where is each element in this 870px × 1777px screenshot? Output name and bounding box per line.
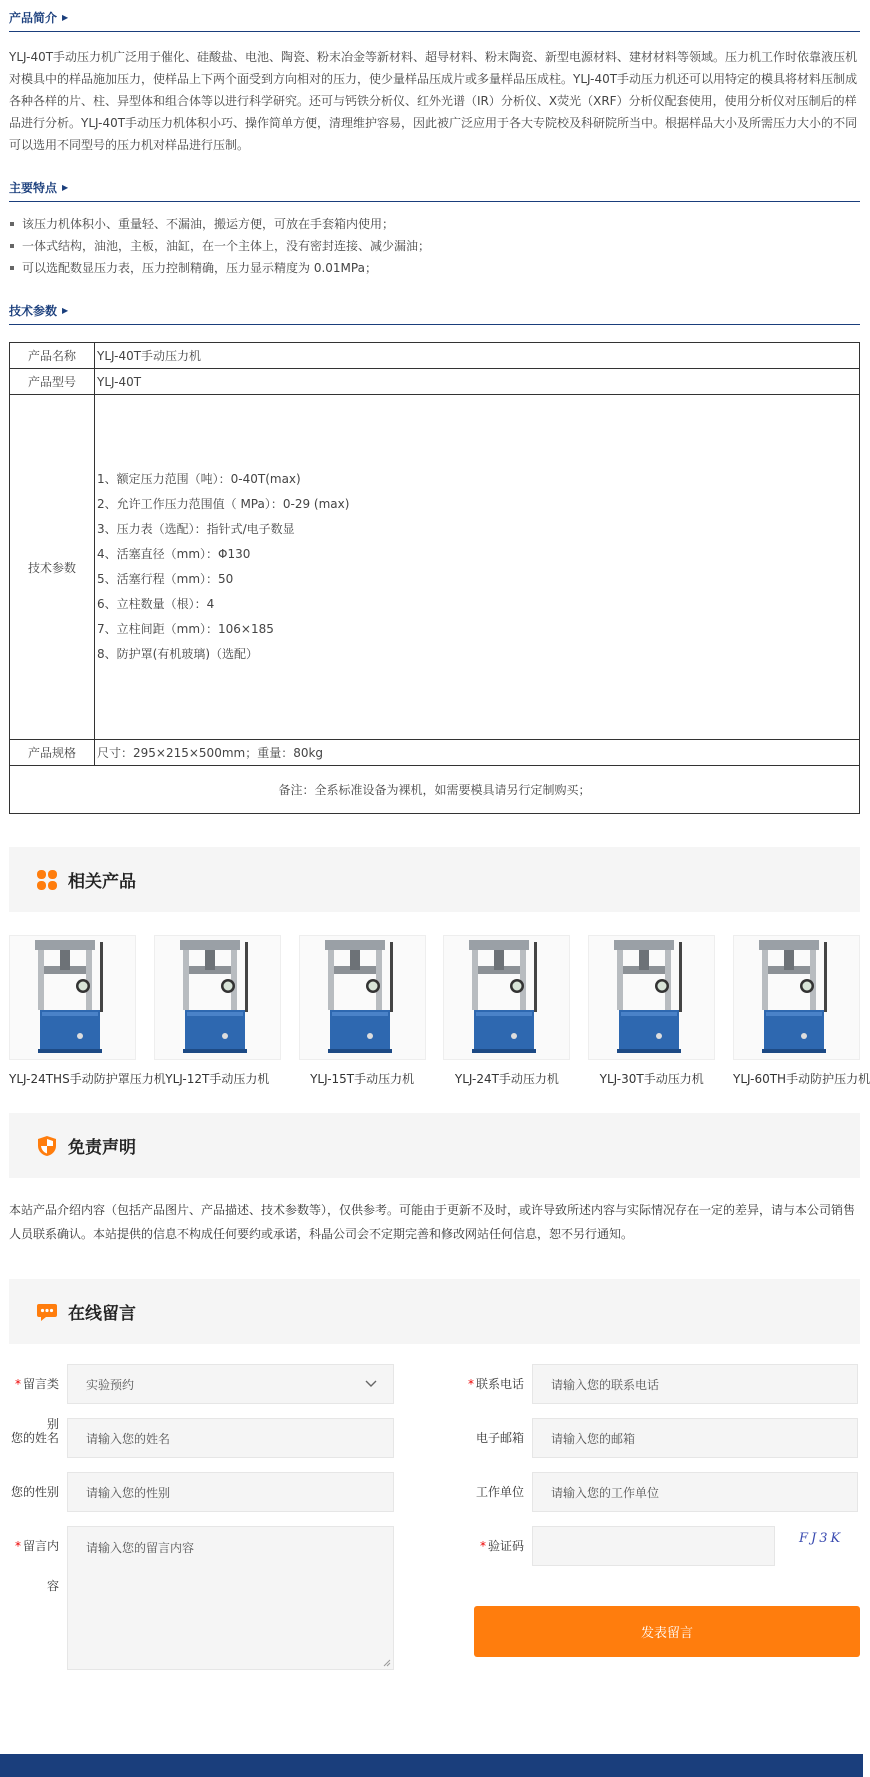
related-products bbox=[9, 935, 870, 1087]
company-input[interactable]: 请输入您的工作单位 bbox=[532, 1472, 858, 1512]
related-section bbox=[9, 847, 860, 912]
company-row bbox=[465, 1472, 858, 1512]
phone-input[interactable]: 请输入您的联系电话 bbox=[532, 1364, 858, 1404]
message-title: 在线留言 bbox=[68, 1304, 136, 1324]
tech-item: 2、允许工作压力范围值（ MPa）：0-29 (max) bbox=[97, 497, 350, 511]
tech-item: 8、防护罩(有机玻璃)（选配） bbox=[97, 647, 258, 661]
submit-button[interactable]: 发表留言 bbox=[474, 1606, 860, 1657]
tech-list bbox=[97, 467, 859, 667]
press-illustration bbox=[300, 936, 427, 1061]
features-section bbox=[9, 174, 860, 279]
table-row bbox=[10, 343, 860, 369]
product-image[interactable] bbox=[733, 935, 860, 1060]
param-key: 技术参数 bbox=[10, 395, 95, 740]
press-illustration bbox=[155, 936, 282, 1061]
tech-item: 4、活塞直径（mm）：Φ130 bbox=[97, 547, 251, 561]
product-name[interactable]: YLJ-60TH手动防护压力机 bbox=[732, 1072, 870, 1086]
email-row bbox=[465, 1418, 858, 1458]
message-heading bbox=[9, 1279, 860, 1344]
param-note: 备注：全系标准设备为裸机，如需要模具请另行定制购买； bbox=[10, 766, 860, 814]
captcha-label: * 验证码 bbox=[479, 1539, 524, 1553]
company-label: 工作单位 bbox=[475, 1485, 524, 1499]
gender-label: 您的性别 bbox=[10, 1485, 59, 1499]
tech-item: 5、活塞行程（mm）：50 bbox=[97, 572, 234, 586]
product-card[interactable] bbox=[9, 935, 166, 1087]
feature-item: 可以选配数显压力表，压力控制精确，压力显示精度为 0.01MPa； bbox=[9, 257, 860, 279]
param-value: YLJ-40T手动压力机 bbox=[95, 343, 860, 369]
email-input[interactable]: 请输入您的邮箱 bbox=[532, 1418, 858, 1458]
press-illustration bbox=[734, 936, 861, 1061]
related-title: 相关产品 bbox=[68, 872, 136, 892]
captcha-input[interactable] bbox=[532, 1526, 775, 1566]
category-label: * 留言类别 bbox=[14, 1377, 59, 1431]
product-image[interactable] bbox=[299, 935, 426, 1060]
triangle-right-icon: ▶ bbox=[62, 13, 69, 22]
intro-text: YLJ-40T手动压力机广泛用于催化、硅酸盐、电池、陶瓷、粉末冶金等新材料、超导材料、粉末陶瓷、新型电源材料、建材材料等领域。压力机工作时依靠液压机对模具中的样品施加压力，使样品上下两个面受到方向相对的压力，使少量样品压成片或多量样品压成柱。YLJ-40T手动压力机还可以用特定的模具将材料压制成各种各样的片、柱、异型体和组合体等以进行科学研究。还可与钙铁分析仪、红外光谱（IR）分析仪、X荧光（XRF）分析仪配套使用，使用分析仪对压制后的样品进行分析。YLJ-40T手动压力机体积小巧、操作简单方便，清理维护容易，因此被广泛应用于各大专院校及科研院所当中。根据样品大小及所需压力大小的不同可以选用不同型号的压力机对样品进行压制。 bbox=[9, 50, 858, 152]
product-list bbox=[9, 935, 870, 1087]
content-label: * 留言内容 bbox=[14, 1539, 59, 1593]
grid-icon bbox=[36, 869, 58, 891]
params-table bbox=[9, 342, 860, 814]
features-heading bbox=[9, 174, 860, 202]
captcha-image[interactable]: FJ3K bbox=[799, 1531, 844, 1546]
captcha-row bbox=[465, 1526, 843, 1566]
gender-row bbox=[9, 1472, 394, 1512]
features-title: 主要特点 bbox=[9, 181, 58, 195]
params-title: 技术参数 bbox=[9, 304, 58, 318]
required-mark: * bbox=[467, 1377, 474, 1391]
shield-icon bbox=[36, 1135, 58, 1157]
category-value: 实验预约 bbox=[86, 1377, 135, 1392]
product-card[interactable] bbox=[299, 935, 426, 1087]
table-row bbox=[10, 395, 860, 740]
param-value: 尺寸：295×215×500mm；重量：80kg bbox=[95, 740, 860, 766]
category-select[interactable] bbox=[67, 1364, 394, 1404]
name-label: 您的姓名 bbox=[10, 1431, 59, 1445]
product-image[interactable] bbox=[154, 935, 281, 1060]
product-name[interactable]: YLJ-12T手动压力机 bbox=[165, 1072, 270, 1086]
param-value bbox=[95, 395, 860, 740]
triangle-right-icon: ▶ bbox=[62, 183, 69, 192]
name-row bbox=[9, 1418, 394, 1458]
message-section bbox=[9, 1279, 860, 1344]
triangle-right-icon: ▶ bbox=[62, 306, 69, 315]
tech-item: 1、额定压力范围（吨）：0-40T(max) bbox=[97, 472, 301, 486]
product-image[interactable] bbox=[588, 935, 715, 1060]
param-key: 产品规格 bbox=[10, 740, 95, 766]
resize-handle-icon[interactable] bbox=[383, 1659, 391, 1667]
disclaimer-title: 免责声明 bbox=[68, 1138, 136, 1158]
tech-item: 3、压力表（选配）：指针式/电子数显 bbox=[97, 522, 295, 536]
product-image[interactable] bbox=[443, 935, 570, 1060]
product-name[interactable]: YLJ-24THS手动防护罩压力机 bbox=[9, 1072, 166, 1086]
chat-icon bbox=[36, 1301, 58, 1323]
gender-input[interactable]: 请输入您的性别 bbox=[67, 1472, 394, 1512]
disclaimer-section bbox=[9, 1113, 860, 1246]
product-card[interactable] bbox=[443, 935, 570, 1087]
press-illustration bbox=[444, 936, 571, 1061]
param-value: YLJ-40T bbox=[95, 369, 860, 395]
params-heading bbox=[9, 297, 860, 325]
required-mark: * bbox=[479, 1539, 486, 1553]
chevron-down-icon bbox=[365, 1380, 377, 1388]
params-section bbox=[9, 297, 860, 325]
table-row bbox=[10, 740, 860, 766]
email-label: 电子邮箱 bbox=[475, 1431, 524, 1445]
press-illustration bbox=[10, 936, 137, 1061]
product-name[interactable]: YLJ-24T手动压力机 bbox=[454, 1072, 559, 1086]
content-row bbox=[9, 1526, 394, 1670]
disclaimer-text: 本站产品介绍内容（包括产品图片、产品描述、技术参数等），仅供参考。可能由于更新不及时，或许导致所述内容与实际情况存在一定的差异，请与本公司销售人员联系确认。本站提供的信息不构成任何要约或承诺，科晶公司会不定期完善和修改网站任何信息，恕不另行通知。 bbox=[9, 1203, 856, 1241]
features-list bbox=[9, 213, 860, 279]
press-illustration bbox=[589, 936, 716, 1061]
feature-item: 一体式结构，油池，主板，油缸，在一个主体上，没有密封连接、减少漏油； bbox=[9, 235, 860, 257]
param-key: 产品名称 bbox=[10, 343, 95, 369]
content-textarea[interactable]: 请输入您的留言内容 bbox=[67, 1526, 394, 1670]
table-row bbox=[10, 369, 860, 395]
product-card[interactable] bbox=[588, 935, 715, 1087]
feature-item: 该压力机体积小、重量轻、不漏油，搬运方便，可放在手套箱内使用； bbox=[9, 213, 860, 235]
intro-heading bbox=[9, 4, 860, 32]
required-mark: * bbox=[14, 1539, 21, 1553]
tech-item: 6、立柱数量（根）：4 bbox=[97, 597, 215, 611]
product-card[interactable] bbox=[154, 935, 281, 1087]
product-card[interactable] bbox=[732, 935, 870, 1087]
param-key: 产品型号 bbox=[10, 369, 95, 395]
disclaimer-heading bbox=[9, 1113, 860, 1178]
phone-label: * 联系电话 bbox=[467, 1377, 524, 1391]
product-name[interactable]: YLJ-30T手动压力机 bbox=[599, 1072, 704, 1086]
phone-row bbox=[465, 1364, 858, 1404]
params-table-wrap bbox=[9, 342, 860, 814]
footer-bar bbox=[0, 1754, 863, 1777]
tech-item: 7、立柱间距（mm）：106×185 bbox=[97, 622, 274, 636]
intro-title: 产品简介 bbox=[9, 11, 58, 25]
required-mark: * bbox=[14, 1377, 21, 1391]
product-name[interactable]: YLJ-15T手动压力机 bbox=[310, 1072, 415, 1086]
table-row bbox=[10, 766, 860, 814]
product-image[interactable] bbox=[9, 935, 136, 1060]
related-heading bbox=[9, 847, 860, 912]
name-input[interactable]: 请输入您的姓名 bbox=[67, 1418, 394, 1458]
intro-section bbox=[9, 4, 860, 156]
